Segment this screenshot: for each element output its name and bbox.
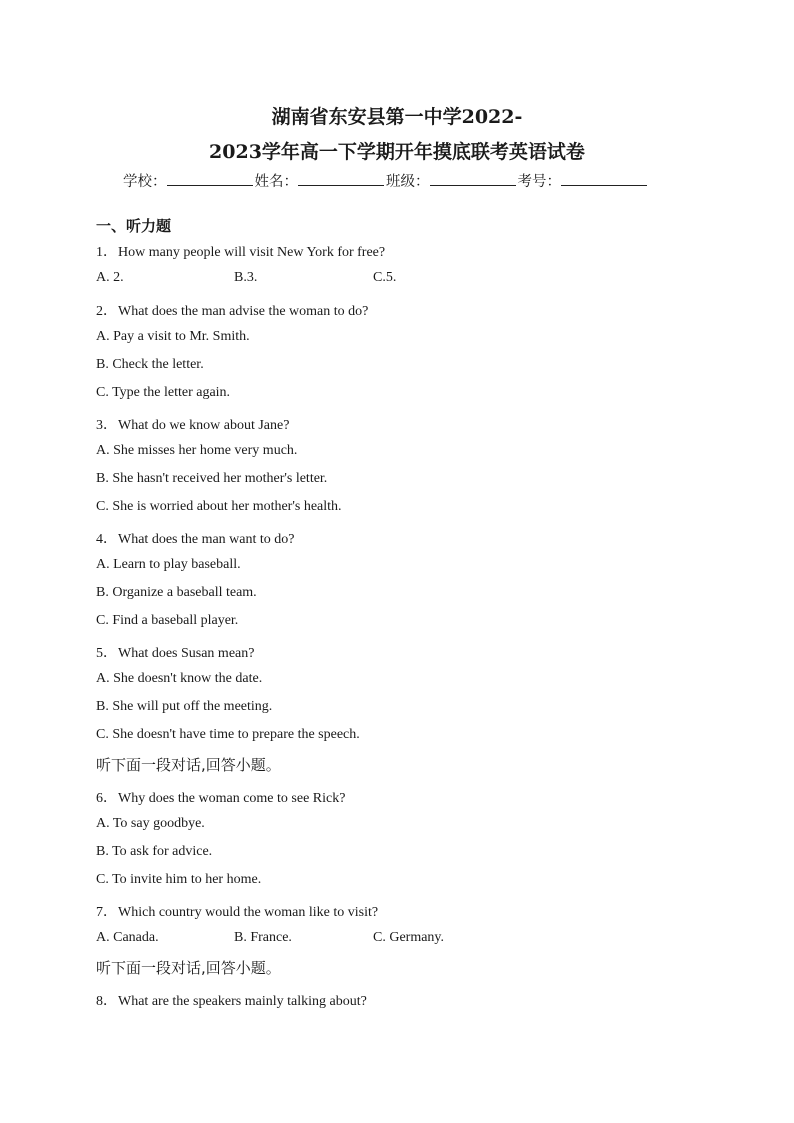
option-a: A. 2. — [96, 270, 124, 285]
question-3 — [96, 414, 289, 434]
option-b: B. She hasn't received her mother's letter. — [96, 471, 328, 486]
question-number: 5． — [96, 646, 117, 661]
option-b: B. France. — [234, 930, 292, 945]
option-a: A. Canada. — [96, 930, 159, 945]
question-text: What does Susan mean? — [118, 646, 255, 661]
question-5 — [96, 642, 254, 662]
option-c: C.5. — [373, 270, 397, 285]
question-number: 1． — [96, 245, 117, 260]
listening-instruction: 听下面一段对话,回答小题。 — [96, 959, 281, 977]
student-info-line — [123, 170, 649, 191]
exam-title-line-1: 湖南省东安县第一中学2022- — [271, 106, 523, 128]
option-b: B. To ask for advice. — [96, 844, 213, 859]
option-c: C. To invite him to her home. — [96, 872, 262, 887]
question-text: Why does the woman come to see Rick? — [118, 791, 346, 806]
school-blank[interactable] — [167, 171, 253, 186]
question-number: 3． — [96, 418, 117, 433]
option-a: A. Learn to play baseball. — [96, 557, 241, 572]
question-2 — [96, 300, 368, 320]
option-b: B. Organize a baseball team. — [96, 585, 257, 600]
option-a: A. She doesn't know the date. — [96, 671, 263, 686]
question-number: 8． — [96, 994, 117, 1009]
option-b: B.3. — [234, 270, 258, 285]
option-a: A. Pay a visit to Mr. Smith. — [96, 329, 250, 344]
option-a: A. To say goodbye. — [96, 816, 205, 831]
class-blank[interactable] — [430, 171, 516, 186]
question-6 — [96, 787, 345, 807]
class-label: 班级： — [386, 174, 430, 190]
question-1 — [96, 241, 385, 261]
school-label: 学校： — [123, 174, 167, 190]
option-c: C. She doesn't have time to prepare the speech. — [96, 727, 360, 742]
question-number: 6． — [96, 791, 117, 806]
name-blank[interactable] — [298, 171, 384, 186]
question-number: 4． — [96, 532, 117, 547]
option-c: C. Find a baseball player. — [96, 613, 239, 628]
option-b: B. She will put off the meeting. — [96, 699, 273, 714]
question-7-options — [96, 930, 596, 948]
question-number: 2． — [96, 304, 117, 319]
question-text: How many people will visit New York for free? — [118, 245, 386, 260]
exam-title-line-2: 2023学年高一下学期开年摸底联考英语试卷 — [209, 141, 585, 163]
question-text: Which country would the woman like to visit? — [118, 905, 379, 920]
option-c: C. Germany. — [373, 930, 445, 945]
question-number: 7． — [96, 905, 117, 920]
option-c: C. She is worried about her mother's health. — [96, 499, 342, 514]
listening-instruction: 听下面一段对话,回答小题。 — [96, 756, 281, 774]
question-text: What do we know about Jane? — [118, 418, 290, 433]
question-7 — [96, 901, 378, 921]
question-4 — [96, 528, 295, 548]
question-8 — [96, 990, 367, 1010]
option-a: A. She misses her home very much. — [96, 443, 298, 458]
question-text: What does the man advise the woman to do? — [118, 304, 369, 319]
question-text: What are the speakers mainly talking about? — [118, 994, 367, 1009]
option-c: C. Type the letter again. — [96, 385, 231, 400]
exam-no-label: 考号： — [517, 174, 561, 190]
question-text: What does the man want to do? — [118, 532, 295, 547]
option-b: B. Check the letter. — [96, 357, 204, 372]
name-label: 姓名： — [254, 174, 298, 190]
section-heading: 一、听力题 — [96, 217, 172, 235]
exam-no-blank[interactable] — [561, 171, 647, 186]
question-1-options — [96, 270, 596, 288]
